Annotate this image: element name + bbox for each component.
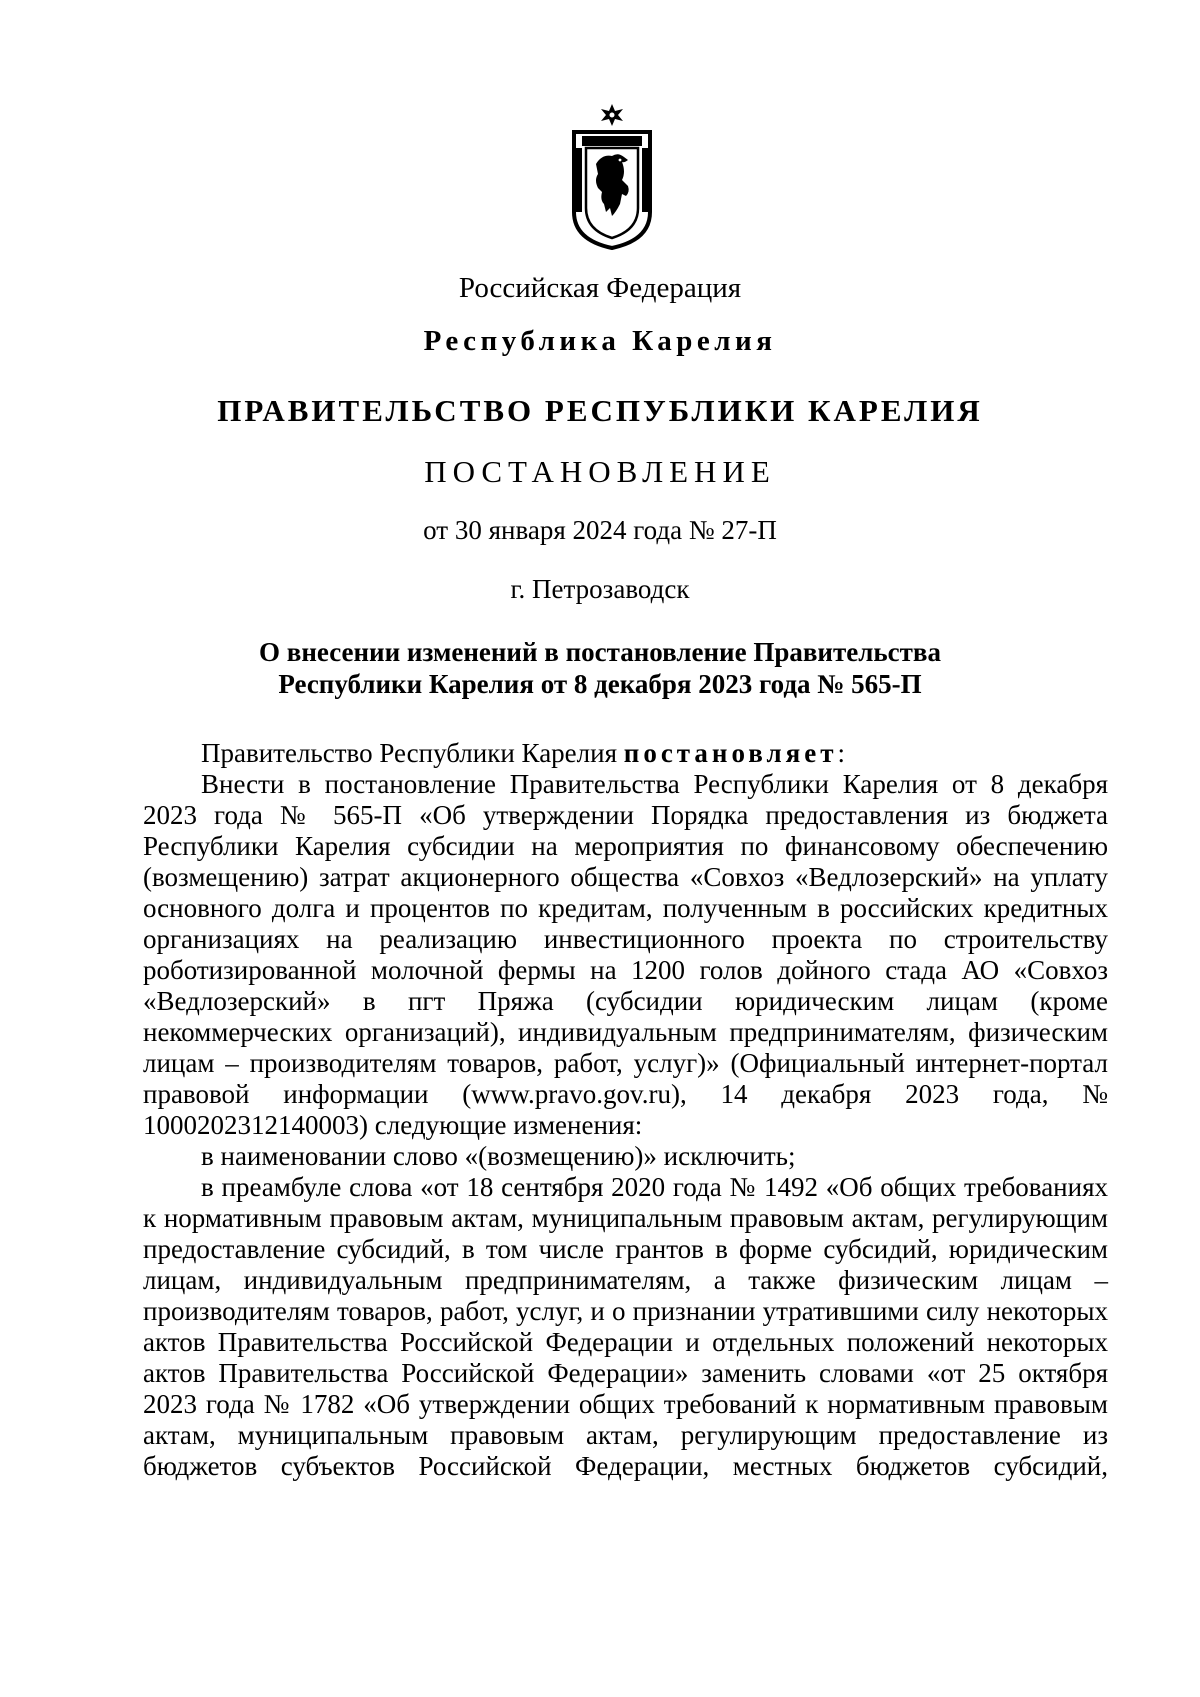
- government-heading: ПРАВИТЕЛЬСТВО РЕСПУБЛИКИ КАРЕЛИЯ: [217, 393, 983, 428]
- resolution-suffix: :: [837, 738, 846, 768]
- decree-type-heading: ПОСТАНОВЛЕНИЕ: [424, 454, 776, 489]
- resolution-keyword: постановляет: [623, 738, 838, 768]
- decree-date-number: от 30 января 2024 года № 27-П: [423, 515, 777, 545]
- decree-city: г. Петрозаводск: [510, 574, 690, 604]
- resolution-paragraph: [143, 738, 1108, 769]
- federation-heading: Российская Федерация: [458, 272, 742, 304]
- document-body: [143, 738, 1108, 1482]
- republic-heading: Республика Карелия: [423, 325, 777, 357]
- body-paragraph-1: Внести в постановление Правительства Республики Карелия от 8 декабря 2023 года № 565-П «Об утверждении Порядка предоставления из бюджета Республики Карелия субсидии на мероприятия по финансовому обеспечению (возмещению) затрат акционерного общества «Совхоз «Ведлозерский» на уплату основного долга и процентов по кредитам, полученным в российских кредитных организациях на реализацию инвестиционного проекта по строительству роботизированной молочной фермы на 1200 голов дойного стада АО «Совхоз «Ведлозерский» в пгт Пряжа (субсидии юридическим лицам (кроме некоммерческих организаций), индивидуальным предпринимателям, физическим лицам – производителям товаров, работ, услуг)» (Официальный интернет-портал правовой информации (www.pravo.gov.ru), 14 декабря 2023 года, № 1000202312140003) следующие изменения:: [143, 769, 1108, 1140]
- document-title-line-1: О внесении изменений в постановление Правительства: [259, 637, 941, 667]
- body-paragraph-2: в наименовании слово «(возмещению)» исключить;: [201, 1141, 796, 1171]
- document-title-line-2: Республики Карелия от 8 декабря 2023 года № 565-П: [278, 669, 922, 699]
- body-paragraph-3: в преамбуле слова «от 18 сентября 2020 года № 1492 «Об общих требованиях к нормативным правовым актам, муниципальным правовым актам, регулирующим предоставление субсидий, в том числе грантов в форме субсидий, юридическим лицам, индивидуальным предпринимателям, а также физическим лицам – производителям товаров, работ, услуг, и о признании утратившими силу некоторых актов Правительства Российской Федерации и отдельных положений некоторых актов Правительства Российской Федерации» заменить словами «от 25 октября 2023 года № 1782 «Об утверждении общих требований к нормативным правовым актам, муниципальным правовым актам, регулирующим предоставление из бюджетов субъектов Российской Федерации, местных бюджетов субсидий,: [143, 1172, 1108, 1481]
- resolution-prefix: Правительство Республики Карелия: [201, 738, 624, 768]
- karelia-coat-of-arms-icon: [566, 100, 658, 250]
- document-title: [0, 636, 1200, 700]
